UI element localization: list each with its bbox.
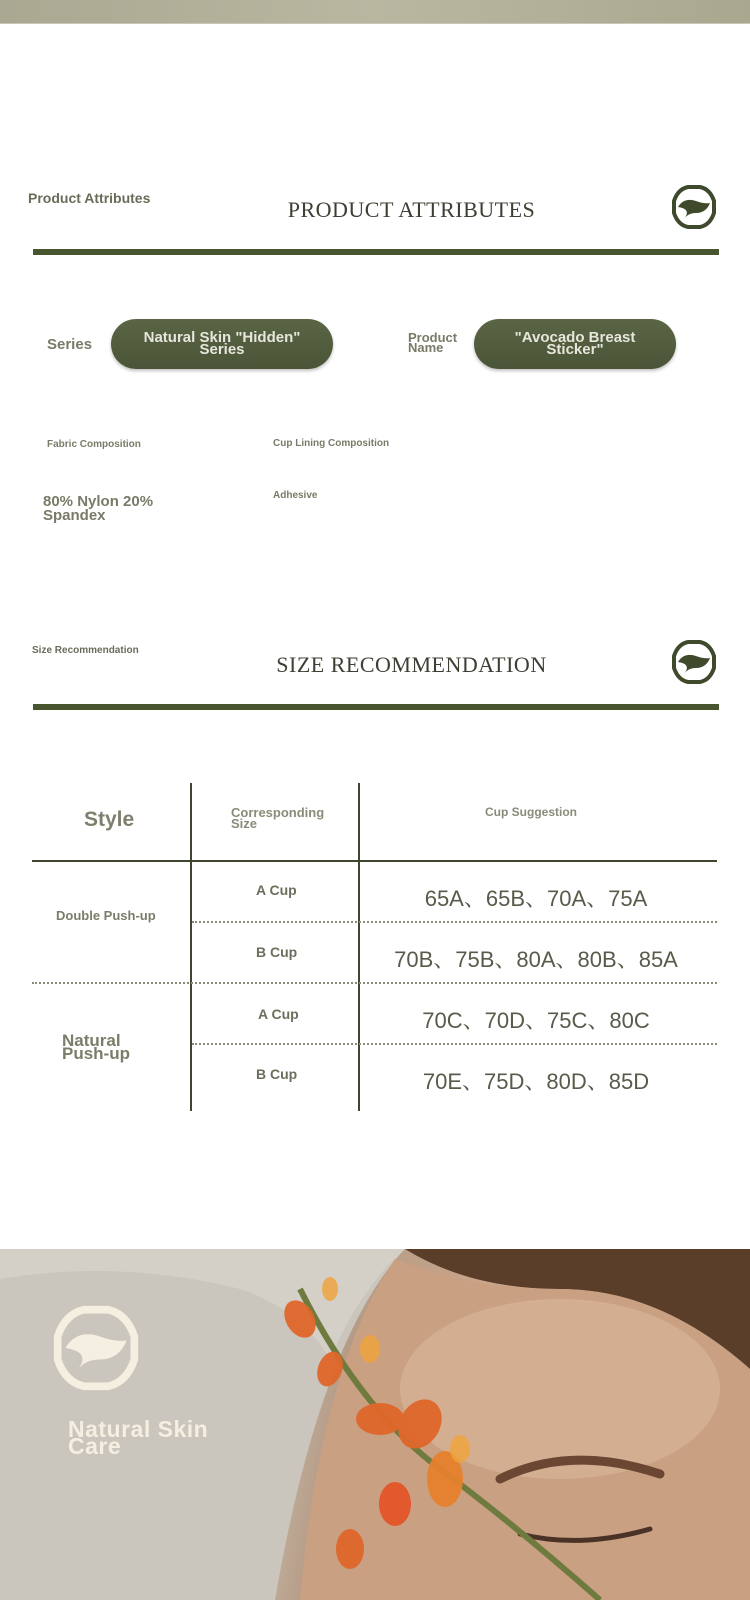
cup-lining-composition-value: Adhesive (273, 490, 318, 501)
table-row-cup: B Cup (256, 944, 298, 960)
table-row-sizes: 65A、65B、70A、75A (424, 886, 648, 911)
series-value-pill (111, 319, 333, 369)
table-row-sizes: 70E、75D、80D、85D (422, 1069, 650, 1094)
style-natural-push-up: Natural Push-up (62, 1031, 130, 1063)
product-name-value-pill (474, 319, 676, 369)
table-header-corresponding-size: Corresponding Size (231, 805, 325, 831)
table-row-divider (32, 982, 717, 984)
series-value: Natural Skin "Hidden" Series (143, 329, 301, 358)
hero-photo (0, 1249, 750, 1600)
size-recommendation-divider (33, 704, 719, 710)
cup-lining-composition-label: Cup Lining Composition (273, 438, 390, 449)
table-row-cup: A Cup (258, 1006, 299, 1022)
fabric-composition-value: 80% Nylon 20% Spandex (43, 493, 154, 524)
table-row-sizes: 70B、75B、80A、80B、85A (394, 947, 678, 972)
table-row-divider (192, 1043, 717, 1045)
table-header-divider (32, 860, 717, 862)
brand-logo-icon (670, 638, 718, 686)
table-header-style: Style (84, 808, 135, 831)
section-title-size-recommendation: SIZE RECOMMENDATION (276, 652, 547, 677)
table-row-sizes: 70C、70D、75C、80C (422, 1008, 650, 1033)
table-row-cup: A Cup (256, 882, 297, 898)
table-row-divider (192, 921, 717, 923)
hero-brand-title: Natural Skin Care (68, 1416, 209, 1459)
fabric-composition-label: Fabric Composition (47, 439, 141, 450)
section-title-product-attributes: PRODUCT ATTRIBUTES (287, 197, 536, 222)
product-name-value: "Avocado Breast Sticker" (514, 329, 636, 358)
product-name-label: Product Name (408, 330, 458, 355)
top-image-strip (0, 0, 750, 24)
product-attributes-divider (33, 249, 719, 255)
section-label-size-recommendation: Size Recommendation (32, 645, 139, 656)
brand-logo-icon (670, 183, 718, 231)
series-label: Series (47, 336, 93, 353)
section-label-product-attributes: Product Attributes (28, 190, 151, 206)
table-header-cup-suggestion: Cup Suggestion (485, 805, 577, 819)
brand-logo-icon (50, 1302, 142, 1394)
table-column-divider (190, 783, 192, 1111)
style-double-push-up: Double Push-up (56, 908, 156, 923)
table-row-cup: B Cup (256, 1066, 298, 1082)
